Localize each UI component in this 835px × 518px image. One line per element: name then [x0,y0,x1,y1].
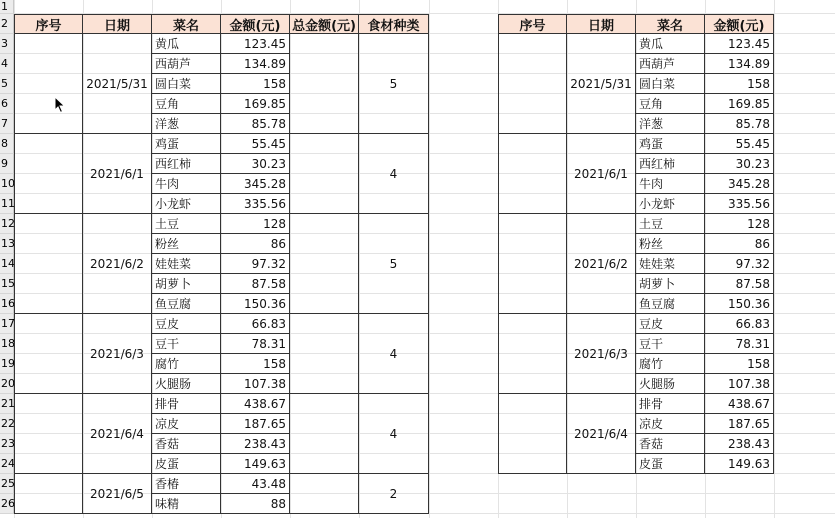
right-dish-cell[interactable]: 凉皮 [636,414,705,434]
row-header[interactable]: 9 [0,154,14,174]
row-header[interactable]: 15 [0,274,14,294]
left-date-cell[interactable]: 2021/5/31 [83,34,152,134]
right-seq-cell[interactable] [498,394,567,474]
left-seq-cell[interactable] [14,34,83,134]
row-header[interactable]: 16 [0,294,14,314]
right-dish-cell[interactable]: 香菇 [636,434,705,454]
row-header[interactable]: 2 [0,14,14,34]
left-header-date[interactable]: 日期 [83,14,152,34]
left-amount-cell[interactable]: 97.32 [221,254,290,274]
left-dish-cell[interactable]: 西葫芦 [152,54,221,74]
row-header[interactable]: 17 [0,314,14,334]
left-total-cell[interactable] [290,214,359,314]
left-dish-cell[interactable]: 豆角 [152,94,221,114]
row-header[interactable]: 4 [0,54,14,74]
row-header[interactable]: 18 [0,334,14,354]
left-dish-cell[interactable]: 鸡蛋 [152,134,221,154]
left-amount-cell[interactable]: 78.31 [221,334,290,354]
mouse-pointer-icon [54,96,66,114]
right-date-cell[interactable]: 2021/5/31 [567,34,636,134]
right-amount-cell[interactable]: 169.85 [705,94,774,114]
left-dish-cell[interactable]: 娃娃菜 [152,254,221,274]
left-amount-cell[interactable]: 85.78 [221,114,290,134]
left-total-cell[interactable] [290,474,359,514]
left-amount-cell[interactable]: 438.67 [221,394,290,414]
left-amount-cell[interactable]: 335.56 [221,194,290,214]
left-amount-cell[interactable]: 107.38 [221,374,290,394]
right-dish-cell[interactable]: 黄瓜 [636,34,705,54]
right-amount-cell[interactable]: 78.31 [705,334,774,354]
left-amount-cell[interactable]: 87.58 [221,274,290,294]
left-header-amt[interactable]: 金额(元) [221,14,290,34]
left-seq-cell[interactable] [14,314,83,394]
right-amount-cell[interactable]: 30.23 [705,154,774,174]
left-amount-cell[interactable]: 55.45 [221,134,290,154]
left-dish-cell[interactable]: 黄瓜 [152,34,221,54]
left-kind-cell[interactable]: 5 [359,214,429,314]
left-amount-cell[interactable]: 86 [221,234,290,254]
left-amount-cell[interactable]: 158 [221,74,290,94]
right-amount-cell[interactable]: 345.28 [705,174,774,194]
left-dish-cell[interactable]: 牛肉 [152,174,221,194]
right-dish-cell[interactable]: 豆角 [636,94,705,114]
right-dish-cell[interactable]: 牛肉 [636,174,705,194]
right-amount-cell[interactable]: 55.45 [705,134,774,154]
left-kind-cell[interactable]: 2 [359,474,429,514]
left-dish-cell[interactable]: 洋葱 [152,114,221,134]
right-seq-cell[interactable] [498,134,567,214]
left-date-cell[interactable]: 2021/6/1 [83,134,152,214]
right-dish-cell[interactable]: 娃娃菜 [636,254,705,274]
right-amount-cell[interactable]: 150.36 [705,294,774,314]
right-amount-cell[interactable]: 238.43 [705,434,774,454]
right-amount-cell[interactable]: 123.45 [705,34,774,54]
left-kind-cell[interactable]: 4 [359,394,429,474]
right-dish-cell[interactable]: 豆干 [636,334,705,354]
row-header[interactable]: 24 [0,454,14,474]
left-kind-cell[interactable]: 4 [359,134,429,214]
right-header-seq[interactable]: 序号 [498,14,567,34]
right-amount-cell[interactable]: 438.67 [705,394,774,414]
left-seq-cell[interactable] [14,394,83,474]
left-total-cell[interactable] [290,314,359,394]
left-kind-cell[interactable]: 5 [359,34,429,134]
right-dish-cell[interactable]: 土豆 [636,214,705,234]
row-header[interactable]: 19 [0,354,14,374]
right-dish-cell[interactable]: 圆白菜 [636,74,705,94]
right-amount-cell[interactable]: 85.78 [705,114,774,134]
left-dish-cell[interactable]: 土豆 [152,214,221,234]
right-dish-cell[interactable]: 粉丝 [636,234,705,254]
right-dish-cell[interactable]: 西葫芦 [636,54,705,74]
right-date-cell[interactable]: 2021/6/3 [567,314,636,394]
left-amount-cell[interactable]: 88 [221,494,290,514]
row-header[interactable]: 3 [0,34,14,54]
right-amount-cell[interactable]: 66.83 [705,314,774,334]
grid-line [774,0,775,518]
left-date-cell[interactable]: 2021/6/4 [83,394,152,474]
right-dish-cell[interactable]: 鱼豆腐 [636,294,705,314]
left-amount-cell[interactable]: 43.48 [221,474,290,494]
right-amount-cell[interactable]: 149.63 [705,454,774,474]
row-header[interactable]: 13 [0,234,14,254]
left-dish-cell[interactable]: 豆皮 [152,314,221,334]
left-date-cell[interactable]: 2021/6/2 [83,214,152,314]
row-header[interactable]: 23 [0,434,14,454]
right-dish-cell[interactable]: 小龙虾 [636,194,705,214]
left-amount-cell[interactable]: 238.43 [221,434,290,454]
left-total-cell[interactable] [290,134,359,214]
right-amount-cell[interactable]: 86 [705,234,774,254]
right-amount-cell[interactable]: 128 [705,214,774,234]
right-dish-cell[interactable]: 西红柿 [636,154,705,174]
right-amount-cell[interactable]: 187.65 [705,414,774,434]
right-seq-cell[interactable] [498,214,567,314]
left-seq-cell[interactable] [14,214,83,314]
left-dish-cell[interactable]: 鱼豆腐 [152,294,221,314]
right-header-date[interactable]: 日期 [567,14,636,34]
row-header[interactable]: 1 [0,0,14,14]
left-amount-cell[interactable]: 150.36 [221,294,290,314]
left-dish-cell[interactable]: 小龙虾 [152,194,221,214]
right-amount-cell[interactable]: 335.56 [705,194,774,214]
row-header[interactable]: 26 [0,494,14,514]
right-dish-cell[interactable]: 排骨 [636,394,705,414]
left-dish-cell[interactable]: 胡萝卜 [152,274,221,294]
row-header[interactable]: 11 [0,194,14,214]
left-dish-cell[interactable]: 粉丝 [152,234,221,254]
left-amount-cell[interactable]: 158 [221,354,290,374]
left-dish-cell[interactable]: 皮蛋 [152,454,221,474]
right-amount-cell[interactable]: 97.32 [705,254,774,274]
right-seq-cell[interactable] [498,314,567,394]
left-dish-cell[interactable]: 排骨 [152,394,221,414]
right-dish-cell[interactable]: 腐竹 [636,354,705,374]
right-amount-cell[interactable]: 107.38 [705,374,774,394]
left-dish-cell[interactable]: 西红柿 [152,154,221,174]
right-dish-cell[interactable]: 鸡蛋 [636,134,705,154]
right-seq-cell[interactable] [498,34,567,134]
right-amount-cell[interactable]: 134.89 [705,54,774,74]
left-amount-cell[interactable]: 134.89 [221,54,290,74]
left-kind-cell[interactable]: 4 [359,314,429,394]
right-date-cell[interactable]: 2021/6/1 [567,134,636,214]
left-seq-cell[interactable] [14,134,83,214]
right-dish-cell[interactable]: 豆皮 [636,314,705,334]
row-header[interactable]: 21 [0,394,14,414]
left-dish-cell[interactable]: 香椿 [152,474,221,494]
left-amount-cell[interactable]: 169.85 [221,94,290,114]
right-amount-cell[interactable]: 158 [705,74,774,94]
left-amount-cell[interactable]: 30.23 [221,154,290,174]
left-dish-cell[interactable]: 豆干 [152,334,221,354]
left-dish-cell[interactable]: 凉皮 [152,414,221,434]
row-header[interactable]: 5 [0,74,14,94]
left-dish-cell[interactable]: 香菇 [152,434,221,454]
left-dish-cell[interactable]: 圆白菜 [152,74,221,94]
left-amount-cell[interactable]: 128 [221,214,290,234]
right-amount-cell[interactable]: 87.58 [705,274,774,294]
row-header[interactable]: 20 [0,374,14,394]
row-header[interactable]: 22 [0,414,14,434]
right-date-cell[interactable]: 2021/6/4 [567,394,636,474]
left-amount-cell[interactable]: 345.28 [221,174,290,194]
left-dish-cell[interactable]: 火腿肠 [152,374,221,394]
left-header-total[interactable]: 总金额(元) [290,14,359,34]
right-dish-cell[interactable]: 洋葱 [636,114,705,134]
left-amount-cell[interactable]: 149.63 [221,454,290,474]
row-header[interactable]: 14 [0,254,14,274]
left-total-cell[interactable] [290,394,359,474]
row-header[interactable]: 12 [0,214,14,234]
left-dish-cell[interactable]: 味精 [152,494,221,514]
left-seq-cell[interactable] [14,474,83,514]
row-header[interactable]: 10 [0,174,14,194]
right-dish-cell[interactable]: 皮蛋 [636,454,705,474]
left-header-seq[interactable]: 序号 [14,14,83,34]
right-dish-cell[interactable]: 火腿肠 [636,374,705,394]
row-header[interactable]: 6 [0,94,14,114]
left-amount-cell[interactable]: 66.83 [221,314,290,334]
right-dish-cell[interactable]: 胡萝卜 [636,274,705,294]
left-amount-cell[interactable]: 123.45 [221,34,290,54]
left-total-cell[interactable] [290,34,359,134]
right-date-cell[interactable]: 2021/6/2 [567,214,636,314]
row-header[interactable]: 25 [0,474,14,494]
right-header-name[interactable]: 菜名 [636,14,705,34]
row-header[interactable]: 8 [0,134,14,154]
left-date-cell[interactable]: 2021/6/3 [83,314,152,394]
left-header-name[interactable]: 菜名 [152,14,221,34]
right-amount-cell[interactable]: 158 [705,354,774,374]
right-header-amt[interactable]: 金额(元) [705,14,774,34]
left-amount-cell[interactable]: 187.65 [221,414,290,434]
grid-line [429,0,430,518]
left-date-cell[interactable]: 2021/6/5 [83,474,152,514]
left-header-kind[interactable]: 食材种类 [359,14,429,34]
row-header[interactable]: 7 [0,114,14,134]
left-dish-cell[interactable]: 腐竹 [152,354,221,374]
